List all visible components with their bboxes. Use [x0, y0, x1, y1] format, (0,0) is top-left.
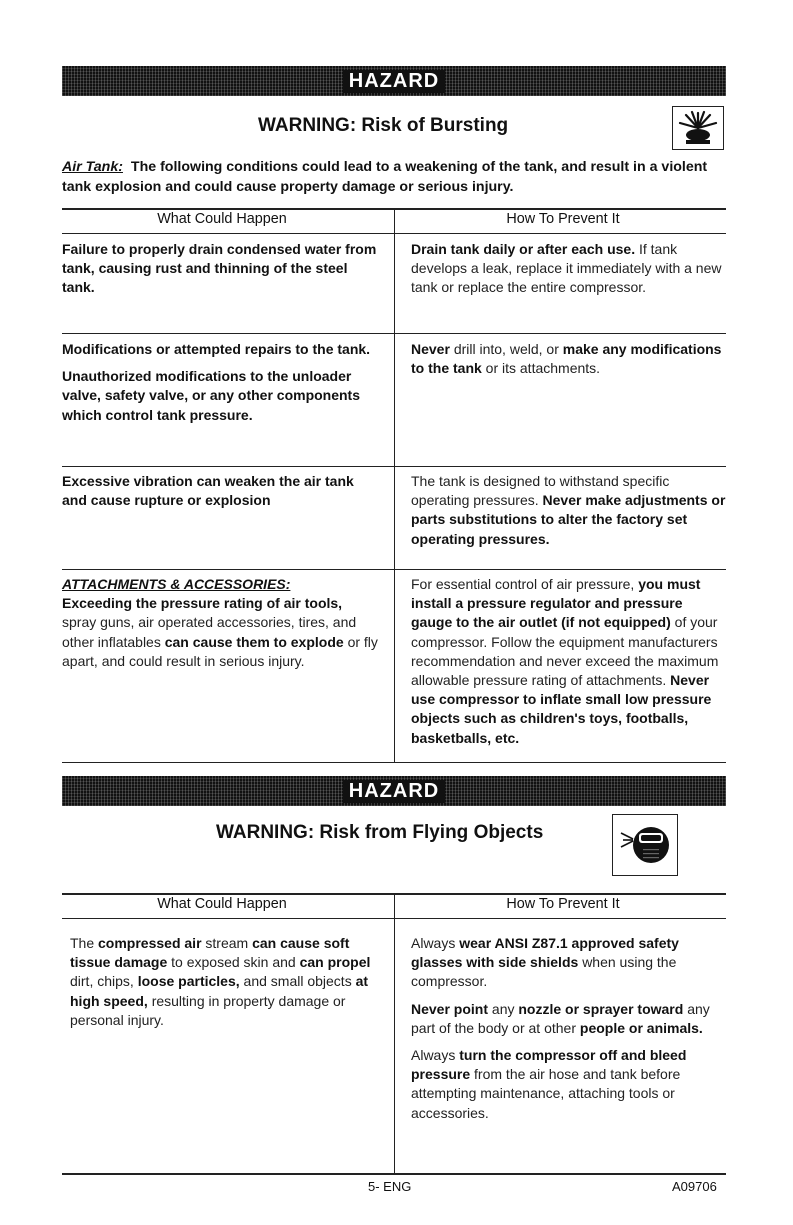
- col-how-to-prevent-1: How To Prevent It: [506, 211, 620, 227]
- row2-what-p1: Modifications or attempted repairs to the tank.: [62, 341, 371, 357]
- attachments-heading: ATTACHMENTS & ACCESSORIES:: [62, 576, 291, 592]
- air-tank-intro: [62, 157, 732, 197]
- hazard-banner-1: [62, 66, 726, 96]
- flying-what-t4: dirt, chips,: [70, 973, 134, 990]
- warning-title-flying-objects: WARNING: Risk from Flying Objects: [216, 822, 544, 843]
- row4-prevent: [411, 575, 727, 748]
- flying-prevent-p3: [411, 1046, 727, 1123]
- flying-what-b5: at high speed,: [70, 973, 369, 1009]
- flying-what-b3: can propel: [299, 954, 371, 971]
- flying-prevent: [411, 934, 727, 1123]
- flying-what-t3: to exposed skin and: [171, 954, 296, 971]
- row4-what: [62, 575, 378, 671]
- row2-prevent-c: make any modifications to the tank: [411, 341, 722, 377]
- warning-title-bursting: WARNING: Risk of Bursting: [258, 115, 509, 136]
- row4-prevent-bold1: you must install a pressure regulator and pressure gauge to the air outlet (if not equipped): [411, 576, 701, 631]
- col-how-to-prevent-2: How To Prevent It: [506, 896, 620, 912]
- flying-what-t5: and small objects: [243, 973, 352, 990]
- row4-prevent-text2: of your compressor. Follow the equipment manufacturers recommendation and never exceed the maximum allowable pressure rating of attachments.: [411, 614, 719, 689]
- table2-divider: [394, 893, 395, 1173]
- col-what-could-happen-1: What Could Happen: [157, 211, 287, 227]
- air-tank-lead: Air Tank:: [62, 159, 123, 175]
- row3-prevent-text: The tank is designed to withstand specific operating pressures.: [411, 473, 670, 509]
- flying-what-b4: loose particles,: [137, 973, 240, 990]
- row4-what-text1: spray guns, air operated accessories, tires, and other inflatables: [62, 614, 357, 650]
- flying-prevent-p3-t2: from the air hose and tank before attempting maintenance, attaching tools or accessories.: [411, 1066, 681, 1121]
- flying-what-b2: can cause soft tissue damage: [70, 935, 350, 971]
- row4-what-bold2: can cause them to explode: [164, 633, 344, 650]
- row2-what-p2: Unauthorized modifications to the unloader valve, safety valve, or any other components which control tank pressure.: [62, 368, 361, 423]
- row1-what-text: Failure to properly drain condensed water from tank, causing rust and thinning of the steel tank.: [62, 241, 377, 296]
- row1-prevent-text: If tank develops a leak, replace it immediately with a new tank or replace the entire compressor.: [411, 241, 722, 296]
- flying-prevent-p2-b1: Never point: [411, 1000, 489, 1017]
- row1-what: [62, 240, 378, 298]
- row1-prevent: [411, 240, 727, 298]
- flying-prevent-p3-t1: Always: [411, 1047, 456, 1064]
- page-number: 5- ENG: [368, 1179, 412, 1194]
- row3-what: [62, 472, 378, 510]
- flying-prevent-p1-t2: when using the compressor.: [411, 954, 677, 990]
- row2-prevent-b: drill into, weld, or: [453, 341, 559, 357]
- flying-what-t1: The: [70, 935, 95, 951]
- table1-divider: [394, 208, 395, 762]
- row3-prevent-bold: Never make adjustments or parts substitutions to alter the factory set operating pressures.: [411, 492, 726, 547]
- flying-what: [70, 934, 384, 1030]
- row2-prevent-a: Never: [411, 341, 450, 357]
- flying-prevent-p3-b1: turn the compressor off and bleed pressure: [411, 1047, 687, 1083]
- hazard-label-2: HAZARD: [343, 780, 445, 803]
- hazard-label-1: HAZARD: [343, 70, 445, 93]
- flying-what-t6: resulting in property damage or personal injury.: [70, 992, 346, 1028]
- flying-what-b1: compressed air: [98, 935, 202, 951]
- row4-prevent-text1: For essential control of air pressure,: [411, 576, 635, 592]
- row2-prevent: [411, 340, 727, 378]
- bursting-icon: [672, 106, 724, 150]
- flying-prevent-p1: [411, 934, 727, 992]
- col-what-could-happen-2: What Could Happen: [157, 896, 287, 912]
- row1-rule: [62, 333, 726, 334]
- row3-rule: [62, 569, 726, 570]
- flying-prevent-p1-t1: Always: [411, 935, 456, 951]
- document-code: A09706: [672, 1179, 717, 1194]
- row2-prevent-d: or its attachments.: [485, 360, 601, 377]
- flying-prevent-p2-b3: people or animals.: [579, 1019, 703, 1036]
- safety-glasses-icon: [612, 814, 678, 876]
- flying-what-t2: stream: [205, 935, 249, 951]
- row1-prevent-bold: Drain tank daily or after each use.: [411, 241, 636, 257]
- flying-prevent-p2-b2: nozzle or sprayer toward: [518, 1000, 684, 1017]
- flying-prevent-p2: [411, 1000, 727, 1038]
- row4-prevent-bold2: Never use compressor to inflate small low pressure objects such as children's toys, footballs, basketballs, etc.: [411, 672, 712, 746]
- row2-rule: [62, 466, 726, 467]
- flying-prevent-p1-b1: wear ANSI Z87.1 approved safety glasses with side shields: [411, 935, 679, 971]
- flying-prevent-p2-t2: any part of the body or at other: [411, 1000, 710, 1036]
- table2-bottom-rule: [62, 1173, 726, 1175]
- flying-prevent-p2-t1: any: [491, 1000, 515, 1017]
- row3-prevent: [411, 472, 727, 549]
- row4-what-text2: or fly apart, and could result in serious injury.: [62, 633, 378, 669]
- table1-bottom-rule: [62, 762, 726, 763]
- row3-what-text: Excessive vibration can weaken the air tank and cause rupture or explosion: [62, 473, 354, 509]
- hazard-banner-2: [62, 776, 726, 806]
- row2-what: [62, 340, 378, 425]
- row4-what-bold1: Exceeding the pressure rating of air tools,: [62, 595, 343, 612]
- air-tank-intro-text: The following conditions could lead to a weakening of the tank, and result in a violent tank explosion and could cause property damage or serious injury.: [62, 159, 708, 195]
